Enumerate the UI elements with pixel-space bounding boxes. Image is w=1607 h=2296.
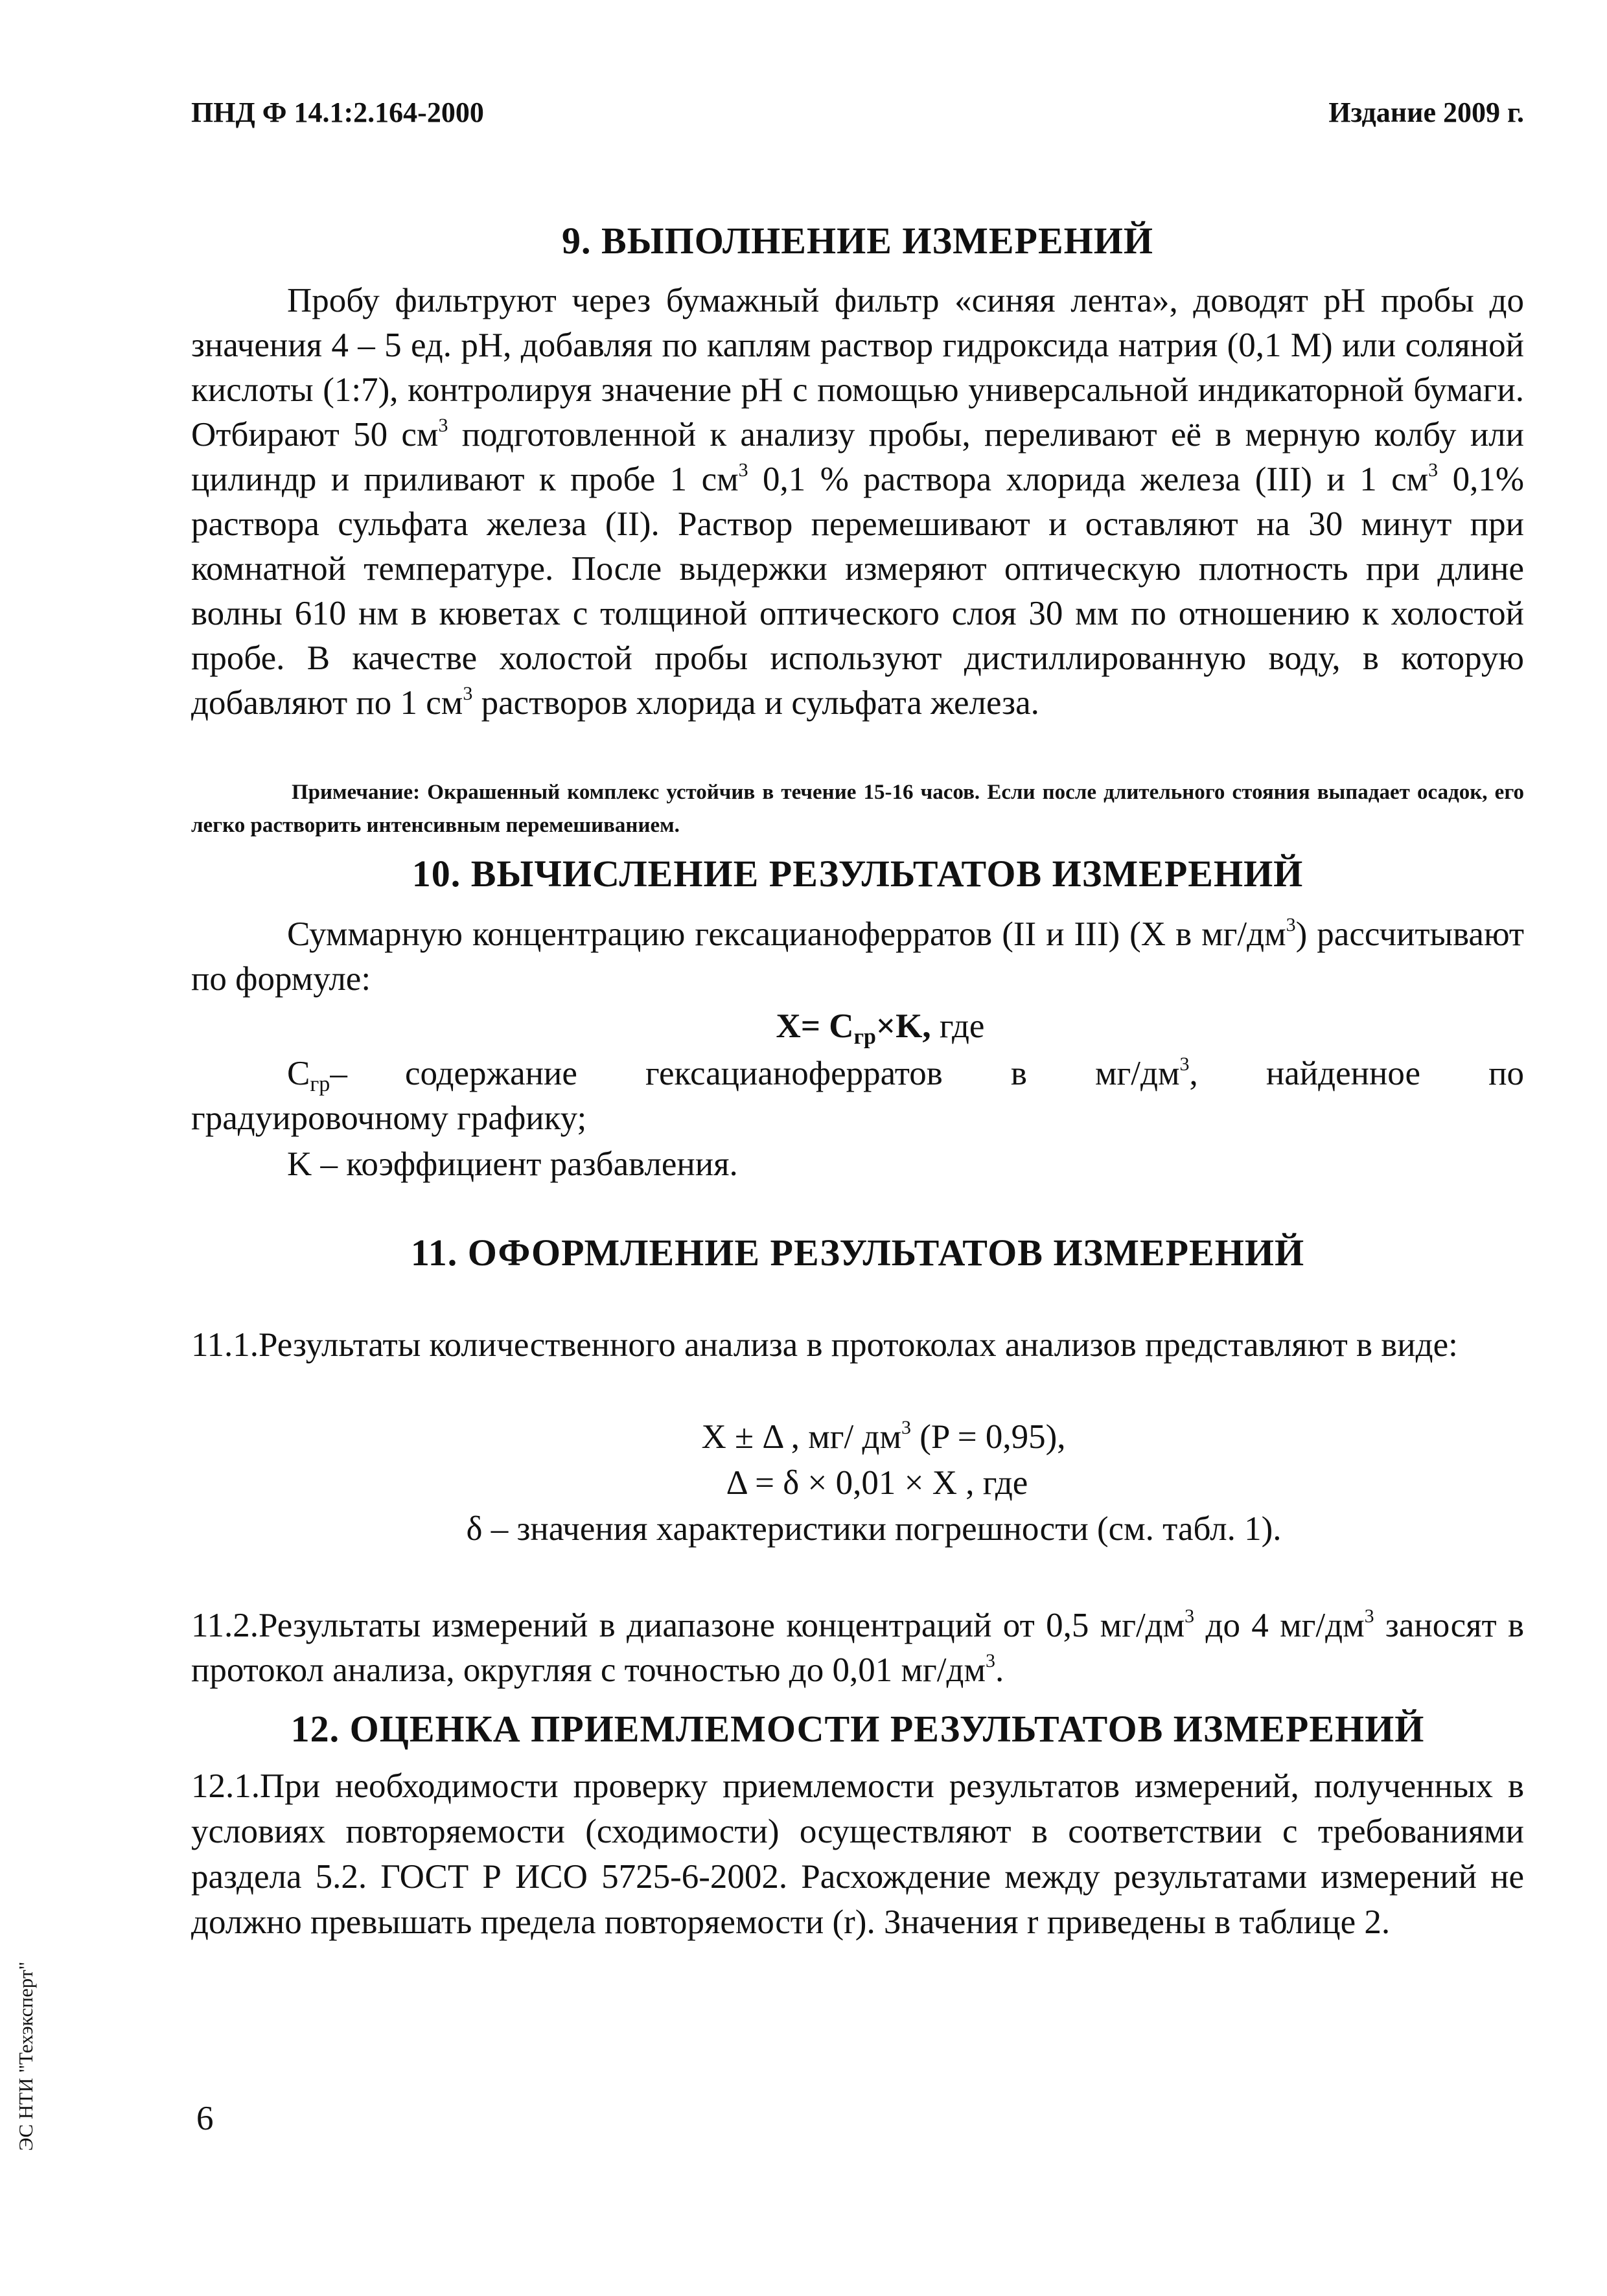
section-9-paragraph: Пробу фильтруют через бумажный фильтр «синяя лента», доводят рН пробы до значения 4 – 5 ед. рН, добавляя по каплям раствор гидроксида натрия (0,1 М) или соляной кислоты (1:7), контролируя значение рН с помощью универсальной индикаторной бумаги. Отбирают 50 $см^3$ подготовленной к анализу пробы, переливают её в мерную колбу или цилиндр и приливают к пробе 1 $см^3$ 0,1 % раствора хлорида железа (III) и 1 $см^3$ 0,1% раствора сульфата железа (II). Раствор перемешивают и оставляют на 30 минут при комнатной температуре. После выдержки измеряют оптическую плотность при длине волны 610 нм в кюветах с толщиной оптического слоя 30 мм по отношению к холостой пробе. В качестве холостой пробы используют дистиллированную воду, в которую добавляют по 1 $см^3$ растворов хлорида и сульфата железа. (191, 282, 1524, 722)
definition-k: K – коэффициент разбавления. (287, 1145, 738, 1183)
concentration-formula: $X= C_{гр}\times K$, где (776, 1007, 985, 1049)
delta-formula: Δ = δ × 0,01 × X , где (726, 1464, 1028, 1502)
stamp-text: ЭС НТИ "Техэксперт" (14, 1961, 37, 2151)
page-header (191, 96, 1524, 135)
section-9-note: Примечание: Окрашенный комплекс устойчив в течение 15-16 часов. Если после длительного стояния выпадает осадок, его легко растворить интенсивным перемешиванием. (191, 781, 1524, 837)
page-number: 6 (196, 2100, 214, 2137)
section-12-heading: 12. ОЦЕНКА ПРИЕМЛЕМОСТИ РЕЗУЛЬТАТОВ ИЗМЕРЕНИЙ (290, 1708, 1425, 1750)
section-10-intro: Суммарную концентрацию гексацианоферратов (II и III) (X в $мг/дм^3$) рассчитывают по формуле: (191, 914, 1525, 998)
section-9-heading: 9. ВЫПОЛНЕНИЕ ИЗМЕРЕНИЙ (561, 220, 1154, 262)
section-12-1-paragraph: 12.1.При необходимости проверку приемлемости результатов измерений, полученных в условиях повторяемости (сходимости) осуществляют в соответствии с требованиями раздела 5.2. ГОСТ Р ИСО 5725-6-2002. Расхождение между результатами измерений не должно превышать предела повторяемости (r). Значения r приведены в таблице 2. (191, 1767, 1524, 1941)
section-11-1-paragraph: 11.1.Результаты количественного анализа в протоколах анализов представляют в виде: (191, 1326, 1458, 1364)
delta-definition: δ – значения характеристики погрешности (см. табл. 1). (466, 1510, 1282, 1548)
section-11-2-paragraph: 11.2.Результаты измерений в диапазоне концентраций от 0,5 $мг/дм^3$ до 4 $мг/дм^3$ заносят в протокол анализа, округляя с точностью до 0,01 $мг/дм^3$. (191, 1605, 1524, 1689)
edition-year: Издание 2009 г. (1328, 97, 1524, 128)
document-code: ПНД Ф 14.1:2.164-2000 (191, 97, 484, 128)
result-formula: X ± Δ , мг/ $дм^3$ (P = 0,95), (701, 1417, 1066, 1456)
section-10-heading: 10. ВЫЧИСЛЕНИЕ РЕЗУЛЬТАТОВ ИЗМЕРЕНИЙ (411, 853, 1304, 895)
section-11-heading: 11. ОФОРМЛЕНИЕ РЕЗУЛЬТАТОВ ИЗМЕРЕНИЙ (410, 1232, 1305, 1274)
definition-cgr: $C_{гр}-$ содержание гексацианоферратов в $мг/дм^3$, найденное по (287, 1053, 1524, 1096)
definition-cgr-continued: градуировочному графику; (191, 1099, 587, 1137)
